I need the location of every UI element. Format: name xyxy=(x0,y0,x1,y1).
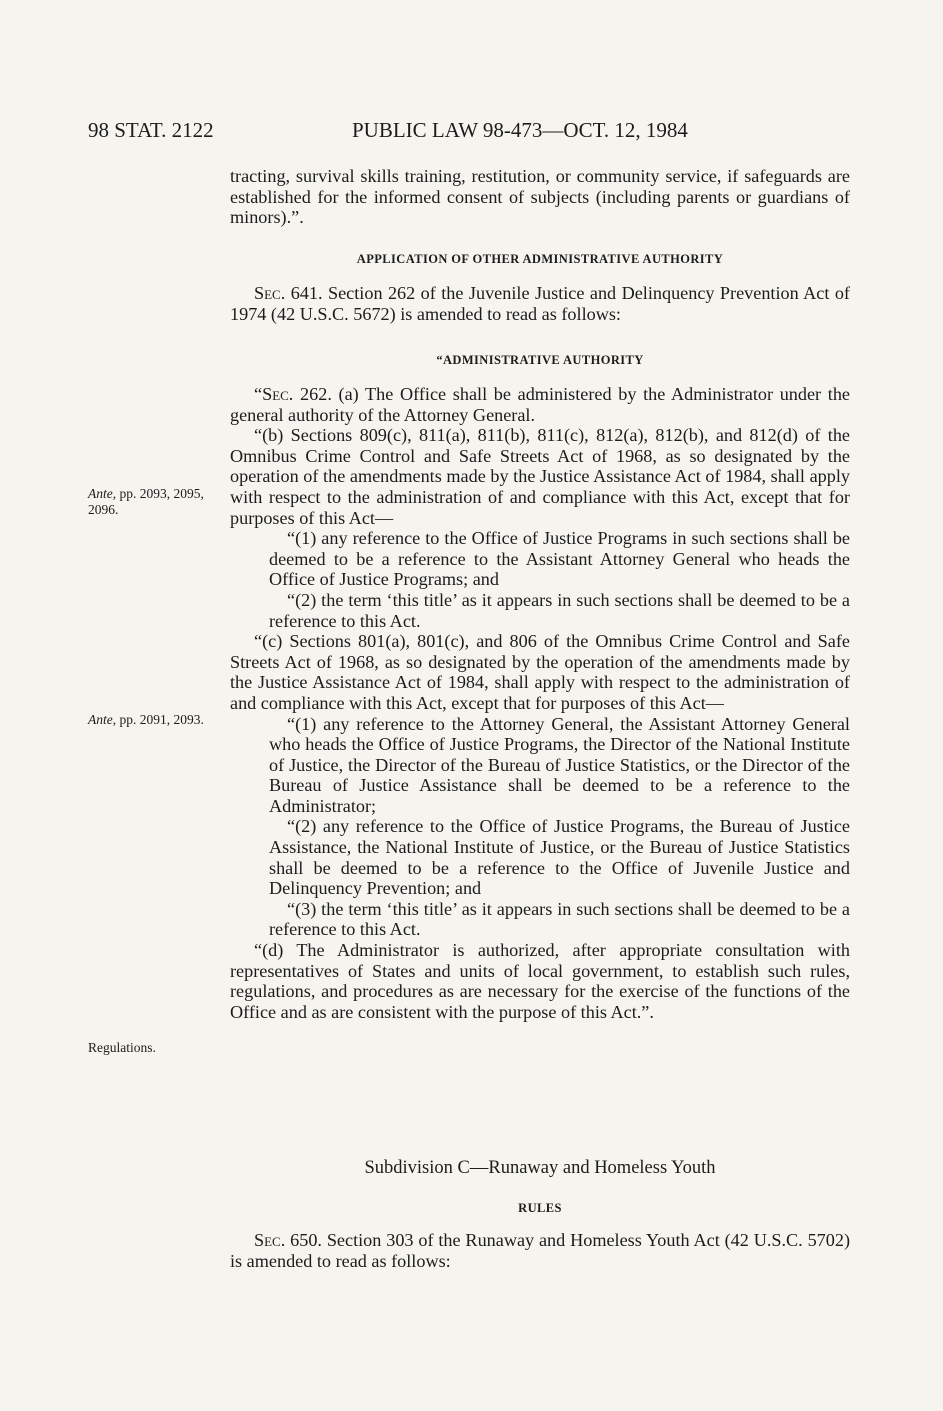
section-262-d: “(d) The Administrator is authorized, after appropriate consultation with representatives of States and units of local government, to establish such rules, regulations, and procedures as are necessary for the exercise of the functions of the Office and as are consistent with the purpose of this Act.”. xyxy=(230,940,850,1022)
section-650-label: Sec. xyxy=(254,1230,286,1250)
admin-authority-heading: “ADMINISTRATIVE AUTHORITY xyxy=(436,353,644,367)
section-650-text: 650. Section 303 of the Runaway and Homeless Youth Act (42 U.S.C. 5702) is amended to read as follows: xyxy=(230,1230,851,1271)
section-262-a xyxy=(230,384,850,425)
section-262-b: “(b) Sections 809(c), 811(a), 811(b), 811(c), 812(a), 812(b), and 812(d) of the Omnibus Crime Control and Safe Streets Act of 1968, as so designated by the operation of the amendments made by the Justice Assistance Act of 1984, shall apply with respect to the administration of and compliance with this Act, except that for purposes of this Act— xyxy=(230,425,850,528)
section-641-label: Sec. xyxy=(254,283,286,303)
margin-note-ante-1-pages: pp. 2093, 2095, 2096. xyxy=(88,486,204,517)
section-650-paragraph xyxy=(230,1230,850,1271)
section-641 xyxy=(230,283,850,324)
continuation-paragraph xyxy=(230,166,850,228)
section-262-c: “(c) Sections 801(a), 801(c), and 806 of the Omnibus Crime Control and Safe Streets Act of 1968, as so designated by the operation of the amendments made by the Justice Assistance Act of 1984, shall apply with respect to the administration of and compliance with this Act, except that for purposes of this Act— xyxy=(230,631,850,713)
application-heading-block xyxy=(230,249,850,270)
subdivision-heading: Subdivision C—Runaway and Homeless Youth xyxy=(364,1158,716,1178)
section-262-label: “Sec. xyxy=(254,384,294,404)
margin-note-ante-1-label: Ante, xyxy=(88,486,117,501)
law-title-header: PUBLIC LAW 98-473—OCT. 12, 1984 xyxy=(352,118,688,142)
margin-note-ante-2-pages: pp. 2091, 2093. xyxy=(119,712,204,727)
section-262-c-2: “(2) any reference to the Office of Justice Programs, the Bureau of Justice Assistance, the National Institute of Justice, or the Bureau of Justice Statistics shall be deemed to be a reference to the Office of Juvenile Justice and Delinquency Prevention; and xyxy=(269,816,850,899)
section-262-c-3: “(3) the term ‘this title’ as it appears in such sections shall be deemed to be a reference to this Act. xyxy=(269,898,850,940)
application-heading: APPLICATION OF OTHER ADMINISTRATIVE AUTHORITY xyxy=(356,252,724,266)
rules-heading-block xyxy=(230,1198,850,1219)
margin-note-regulations: Regulations. xyxy=(88,1040,156,1055)
section-650 xyxy=(230,1230,850,1271)
section-641-text: 641. Section 262 of the Juvenile Justice and Delinquency Prevention Act of 1974 (42 U.S.C. 5672) is amended to read as follows: xyxy=(230,283,850,324)
subdivision-block xyxy=(230,1158,850,1179)
section-262-c-1: “(1) any reference to the Attorney General, the Assistant Attorney General who heads the Office of Justice Programs, the Director of the National Institute of Justice, the Director of the Bureau of Justice Statistics, or the Director of the Bureau of Justice Assistance shall be deemed to be a reference to the Administrator; xyxy=(269,713,850,816)
section-641-paragraph xyxy=(230,283,850,324)
margin-note-ante-2-label: Ante, xyxy=(88,712,117,727)
section-262-b-1: “(1) any reference to the Office of Justice Programs in such sections shall be deemed to be a reference to the Assistant Attorney General who heads the Office of Justice Programs; and xyxy=(269,528,850,590)
rules-heading: RULES xyxy=(518,1201,562,1215)
continuation-text: tracting, survival skills training, restitution, or community service, if safeguards are established for the informed consent of subjects (including parents or guardians of minors).”. xyxy=(230,166,850,228)
admin-heading-block xyxy=(230,350,850,371)
section-262-body xyxy=(230,384,850,1022)
margin-note-ante-2 xyxy=(88,712,206,728)
margin-note-ante-1 xyxy=(88,486,208,518)
section-262-b-2: “(2) the term ‘this title’ as it appears in such sections shall be deemed to be a reference to this Act. xyxy=(269,589,850,631)
statute-page-number: 98 STAT. 2122 xyxy=(88,118,214,142)
section-262-text: 262. (a) The Office shall be administered by the Administrator under the general authority of the Attorney General. xyxy=(230,384,850,425)
